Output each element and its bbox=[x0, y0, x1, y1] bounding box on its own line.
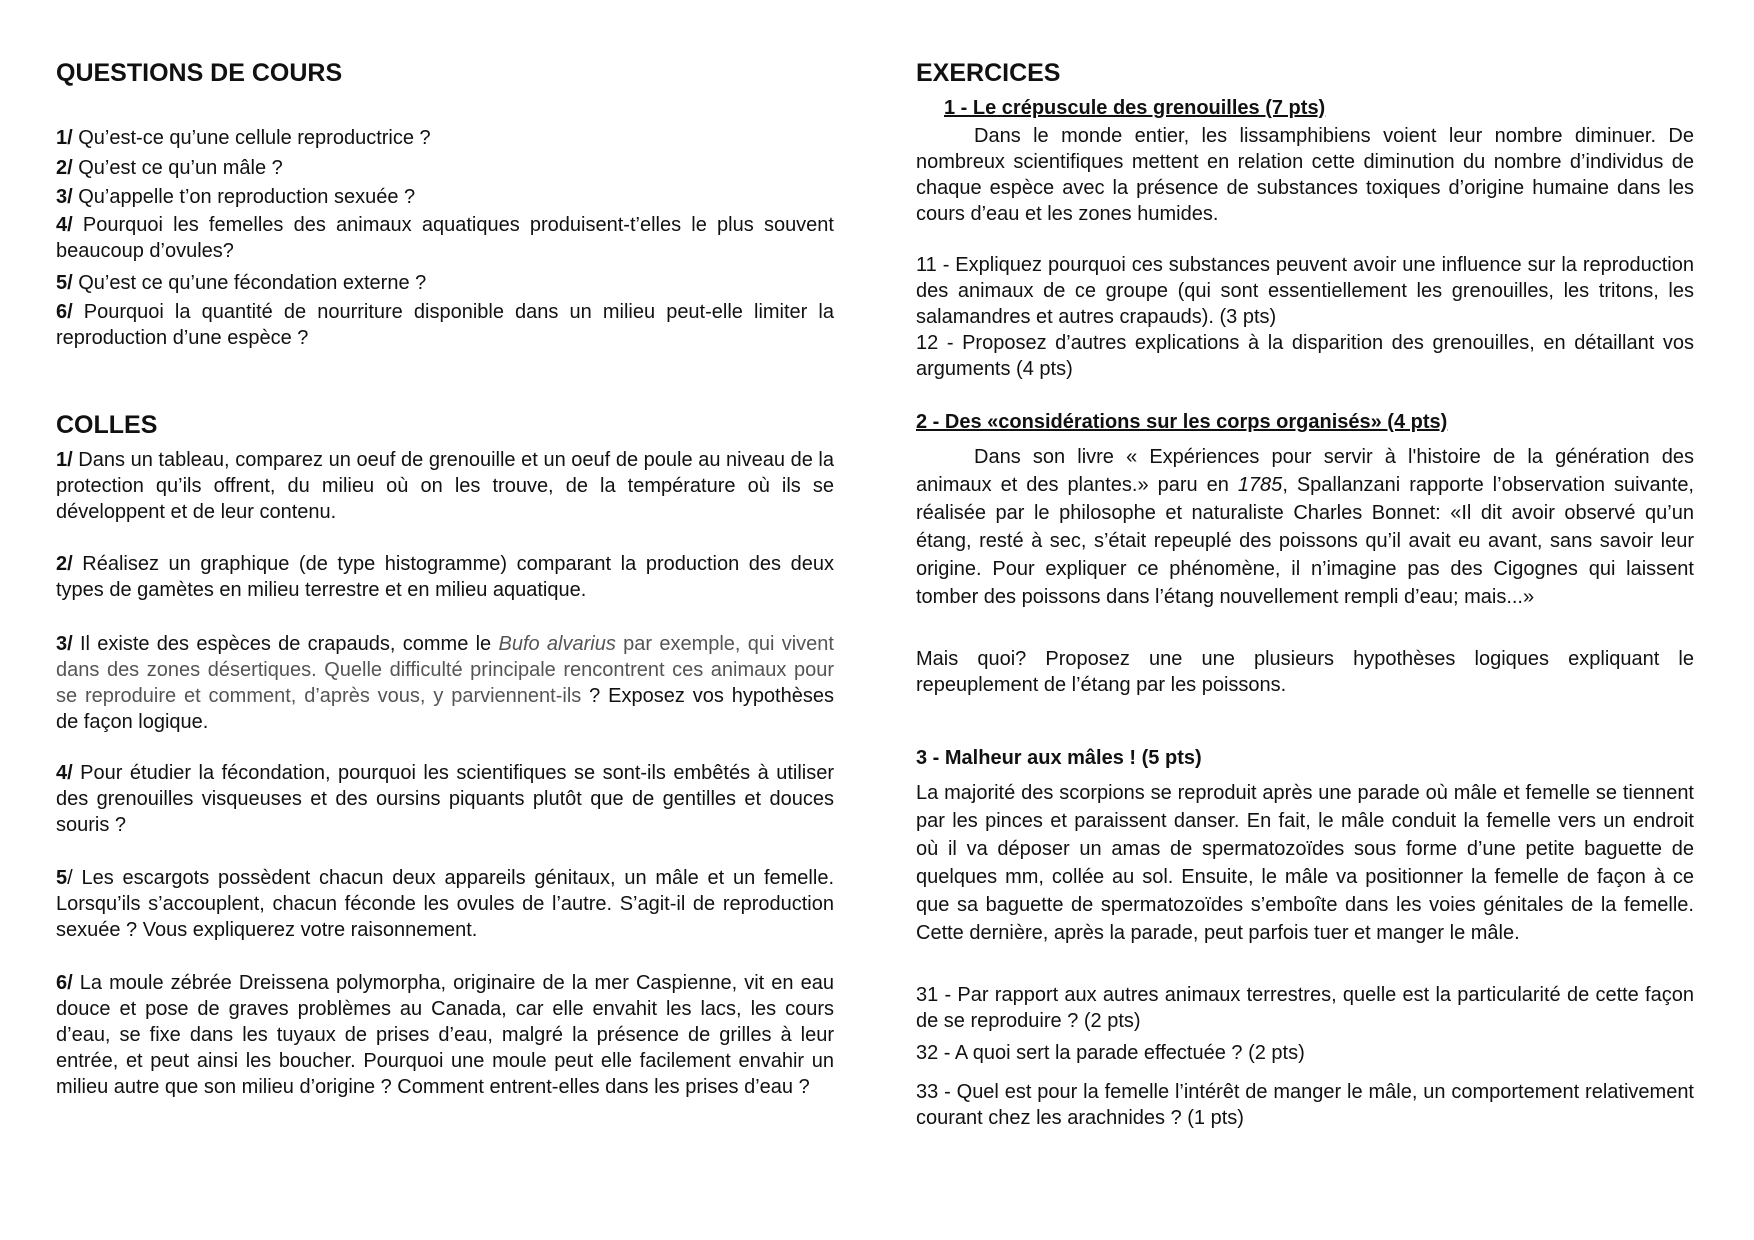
colle-6-text: La moule zébrée Dreissena polymorpha, originaire de la mer Caspienne, vit en eau douce et pose de graves problèmes au Canada, car elle envahit les lacs, les cours d’eau, se fixe dans les tuyaux de prises d’eau, malgré la présence de grilles à leur entrée, et peut ainsi les boucher. Pourquoi une moule peut elle facilement envahir un milieu autre que son milieu d’origine ? Comment entrent-elles dans les prises d’eau ? bbox=[56, 972, 834, 1098]
ex3-question-33: 33 - Quel est pour la femelle l’intérêt de manger le mâle, un comportement relativement courant chez les arachnides ? (1 pts) bbox=[916, 1081, 1694, 1129]
cours-q2-text: Qu’est ce qu’un mâle ? bbox=[72, 157, 283, 179]
cours-q6-number: 6/ bbox=[56, 301, 73, 323]
cours-question-2 bbox=[56, 155, 834, 181]
colle-3-pre: Il existe des espèces de crapauds, comme le bbox=[72, 633, 499, 655]
colle-3-species: Bufo alvarius bbox=[498, 633, 616, 655]
colle-6-number: 6/ bbox=[56, 972, 73, 994]
colle-3-number: 3/ bbox=[56, 633, 73, 655]
ex2-intro-pre: Dans son livre « Expériences pour servir à l'histoire de la génération des animaux et des plantes.» paru en bbox=[916, 446, 1694, 496]
ex2-intro-post: , Spallanzani rapporte l’observation suivante, réalisée par le philosophe et naturaliste Charles Bonnet: «Il dit avoir observé qu’un étang, resté à sec, s’était repeuplé des poissons qu’il avait eu avant, sans savoir leur origine. Pour expliquer ce phénomène, il n’imagine pas des Cigognes qui laissent tomber des poissons dans l’étang nouvellement rempli d’eau; mais...» bbox=[916, 474, 1694, 608]
colle-6 bbox=[56, 970, 834, 1100]
colle-2-number: 2/ bbox=[56, 553, 73, 575]
colle-1-number: 1/ bbox=[56, 449, 73, 471]
colle-5-number: 5 bbox=[56, 867, 68, 889]
ex3-heading: 3 - Malheur aux mâles ! (5 pts) bbox=[916, 747, 1202, 769]
colle-4 bbox=[56, 760, 834, 838]
colle-5 bbox=[56, 865, 834, 943]
colle-1 bbox=[56, 447, 834, 525]
ex2-intro-year: 1785 bbox=[1237, 474, 1283, 496]
ex1-intro: Dans le monde entier, les lissamphibiens voient leur nombre diminuer. De nombreux scientifiques mettent en relation cette diminution du nombre d’individus de chaque espèce avec la présence de substances toxiques d’origine humaine dans les cours d’eau et les zones humides. bbox=[916, 125, 1694, 225]
ex1-question-12: 12 - Proposez d’autres explications à la disparition des grenouilles, en détaillant vos arguments (4 pts) bbox=[916, 332, 1694, 380]
cours-q5-number: 5/ bbox=[56, 272, 73, 294]
cours-question-3 bbox=[56, 184, 834, 210]
cours-question-5 bbox=[56, 270, 834, 296]
ex3-intro: La majorité des scorpions se reproduit après une parade où mâle et femelle se tiennent par les pinces et paraissent danser. En fait, le mâle conduit la femelle vers un endroit où il va déposer un amas de spermatozoïdes sous forme d’une petite baguette de quelques mm, collée au sol. Ensuite, le mâle va positionner la femelle de façon à ce que sa baguette de spermatozoïdes s’emboîte dans les voies génitales de la femelle. Cette dernière, après la parade, peut parfois tuer et manger le mâle. bbox=[916, 782, 1694, 944]
cours-question-4 bbox=[56, 212, 834, 264]
ex3-question-31: 31 - Par rapport aux autres animaux terrestres, quelle est la particularité de cette façon de se reproduire ? (2 pts) bbox=[916, 984, 1694, 1032]
cours-q1-number: 1/ bbox=[56, 127, 73, 149]
cours-title: QUESTIONS DE COURS bbox=[56, 59, 343, 87]
colle-3-mid: par exemple, qui vivent dans des zones désertiques. Quelle difficulté principale rencontrent ces animaux pour se reproduire et comment, d’après vous, y parviennent-ils bbox=[56, 633, 834, 707]
colle-1-text: Dans un tableau, comparez un oeuf de grenouille et un oeuf de poule au niveau de la protection qu’ils offrent, du milieu où on les trouve, de la température où ils se développent et de leur contenu. bbox=[56, 449, 834, 523]
ex2-intro bbox=[916, 443, 1694, 611]
ex2-question: Mais quoi? Proposez une une plusieurs hypothèses logiques expliquant le repeuplement de l’étang par les poissons. bbox=[916, 648, 1694, 696]
colle-2-text: Réalisez un graphique (de type histogramme) comparant la production des deux types de gamètes en milieu terrestre et en milieu aquatique. bbox=[56, 553, 834, 601]
cours-q3-number: 3/ bbox=[56, 186, 73, 208]
cours-q1-text: Qu’est-ce qu’une cellule reproductrice ? bbox=[72, 127, 431, 149]
colles-title: COLLES bbox=[56, 411, 158, 439]
cours-question-1 bbox=[56, 125, 834, 151]
cours-question-6 bbox=[56, 299, 834, 351]
cours-q4-number: 4/ bbox=[56, 214, 73, 236]
ex1-heading: 1 - Le crépuscule des grenouilles (7 pts) bbox=[944, 97, 1326, 119]
colle-4-text: Pour étudier la fécondation, pourquoi les scientifiques se sont-ils embêtés à utiliser des grenouilles visqueuses et des oursins piquants plutôt que de gentilles et douces souris ? bbox=[56, 762, 834, 836]
cours-q2-number: 2/ bbox=[56, 157, 73, 179]
colle-2 bbox=[56, 551, 834, 603]
ex1-question-11: 11 - Expliquez pourquoi ces substances peuvent avoir une influence sur la reproduction des animaux de ce groupe (qui sont essentiellement les grenouilles, les tritons, les salamandres et autres crapauds). (3 pts) bbox=[916, 254, 1694, 328]
cours-q5-text: Qu’est ce qu’une fécondation externe ? bbox=[72, 272, 427, 294]
cours-q6-text: Pourquoi la quantité de nourriture disponible dans un milieu peut-elle limiter la reproduction d’une espèce ? bbox=[56, 301, 834, 349]
colle-3 bbox=[56, 631, 834, 735]
ex2-heading: 2 - Des «considérations sur les corps organisés» (4 pts) bbox=[916, 411, 1448, 433]
cours-q4-text: Pourquoi les femelles des animaux aquatiques produisent-t’elles le plus souvent beaucoup d’ovules? bbox=[56, 214, 834, 262]
colle-5-text: / Les escargots possèdent chacun deux appareils génitaux, un mâle et un femelle. Lorsqu’ils s’accouplent, chacun féconde les ovules de l’autre. S’agit-il de reproduction sexuée ? Vous expliquerez votre raisonnement. bbox=[56, 867, 834, 941]
colle-4-number: 4/ bbox=[56, 762, 73, 784]
cours-q3-text: Qu’appelle t’on reproduction sexuée ? bbox=[72, 186, 416, 208]
colle-3-post: ? Exposez vos hypothèses de façon logique. bbox=[56, 685, 834, 733]
ex3-question-32: 32 - A quoi sert la parade effectuée ? (2 pts) bbox=[916, 1042, 1305, 1064]
exercices-title: EXERCICES bbox=[916, 59, 1061, 87]
